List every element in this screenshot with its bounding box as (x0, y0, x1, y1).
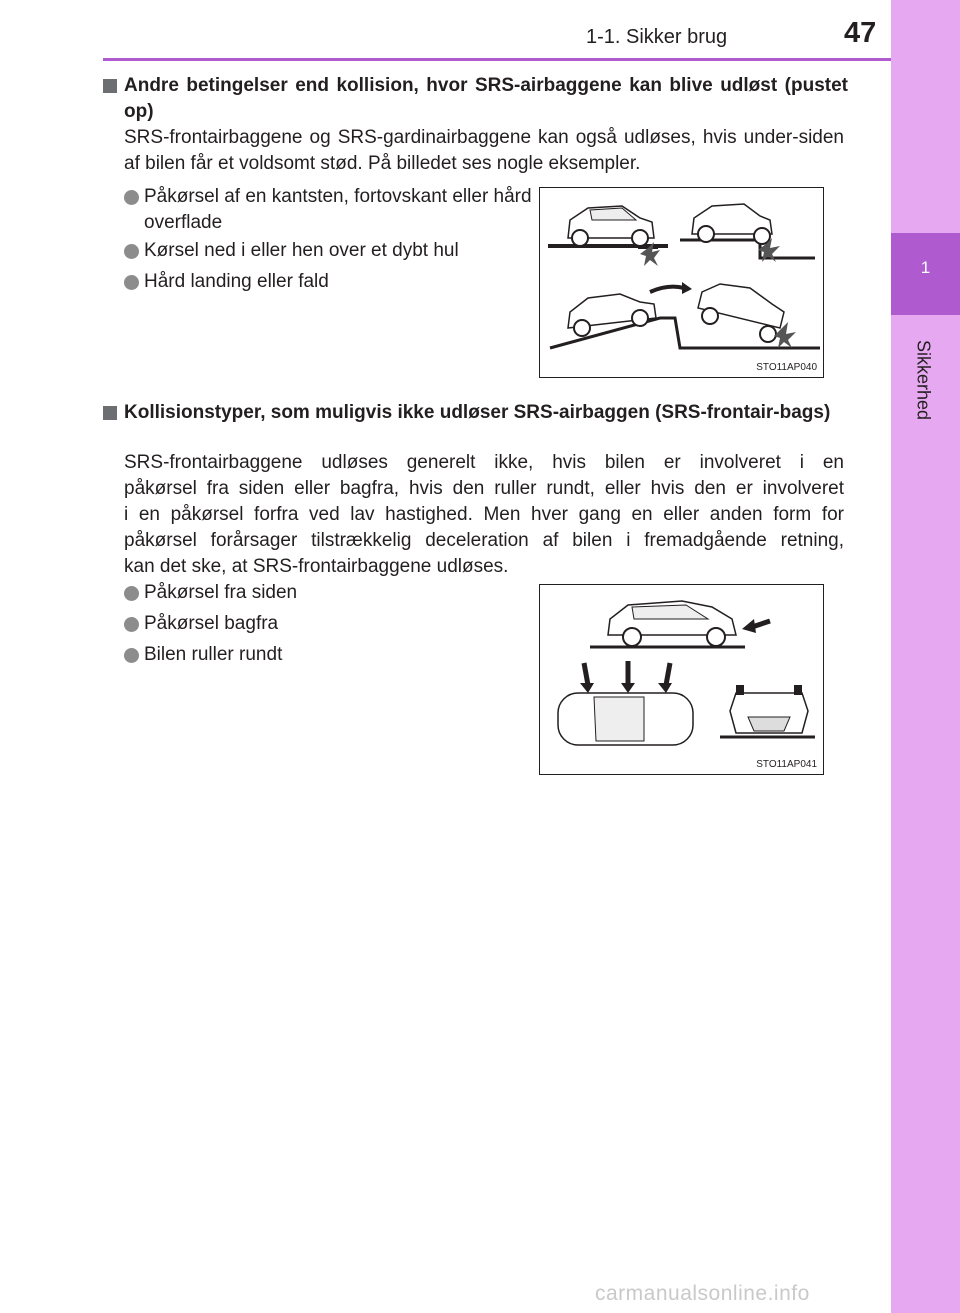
body-line: SRS-frontairbaggene udløses generelt ikke, hvis bilen er involveret i en (124, 452, 844, 473)
section1-body: SRS-frontairbaggene og SRS-gardinairbaggene kan også udløses, hvis under-siden af bilen får et voldsomt stød. På billedet ses nogle eksempler. (124, 127, 844, 174)
section1-heading-text: Andre betingelser end kollision, hvor SRS-airbaggene kan blive udløst (pustet op) (124, 75, 848, 122)
bullet-dot-icon (124, 244, 139, 259)
bullet-text: Kørsel ned i eller hen over et dybt hul (144, 240, 459, 261)
section2-heading-text: Kollisionstyper, som muligvis ikke udløser SRS-airbaggen (SRS-frontair-bags) (124, 402, 831, 423)
bullet-text: Hård landing eller fald (144, 271, 329, 292)
body-line: påkørsel forårsager tilstrækkelig deceleration af bilen i fremadgående retning, (124, 530, 844, 551)
bullet-text: Bilen ruller rundt (144, 644, 283, 665)
bullet-text: Påkørsel bagfra (144, 613, 279, 634)
section2-heading (103, 400, 848, 426)
body-line: i en påkørsel forfra ved lav hastighed. Men hver gang en eller anden form for (124, 504, 844, 525)
section1-bullet (124, 269, 534, 295)
bullet-dot-icon (124, 190, 139, 205)
chapter-title-text: Sikkerhed (913, 339, 934, 421)
figure-undercarriage-impacts (539, 187, 824, 378)
bullet-dot-icon (124, 617, 139, 632)
section2-bullet (124, 580, 504, 606)
side-tab-strip (891, 0, 960, 1313)
running-header: 1-1. Sikker brug (586, 26, 728, 48)
section1-bullet (124, 238, 534, 264)
figure-code: STO11AP040 (756, 362, 817, 373)
undercarriage-impact-illustration (540, 188, 823, 377)
page-number: 47 (844, 17, 877, 49)
figure-code: STO11AP041 (756, 759, 817, 770)
header-rule (103, 58, 891, 61)
collision-types-illustration (540, 585, 823, 774)
chapter-number-tab: 1 (891, 233, 960, 315)
figure-collision-types (539, 584, 824, 775)
bullet-text: Påkørsel af en kantsten, fortovskant eller hård overflade (144, 186, 532, 233)
section2-bullet (124, 611, 504, 637)
heading-square-icon (103, 406, 117, 420)
bullet-text: Påkørsel fra siden (144, 582, 298, 603)
watermark: carmanualsonline.info (595, 1282, 810, 1305)
bullet-dot-icon (124, 648, 139, 663)
section1-heading (103, 73, 848, 125)
section2-body (124, 450, 844, 580)
section1-bullet (124, 184, 534, 236)
heading-square-icon (103, 79, 117, 93)
section2-bullet (124, 642, 504, 668)
bullet-dot-icon (124, 586, 139, 601)
chapter-title-vertical (908, 325, 938, 435)
bullet-dot-icon (124, 275, 139, 290)
body-line: kan det ske, at SRS-frontairbaggene udløses. (124, 556, 509, 577)
body-line: påkørsel fra siden eller bagfra, hvis den ruller rundt, eller hvis den er involveret (124, 478, 844, 499)
